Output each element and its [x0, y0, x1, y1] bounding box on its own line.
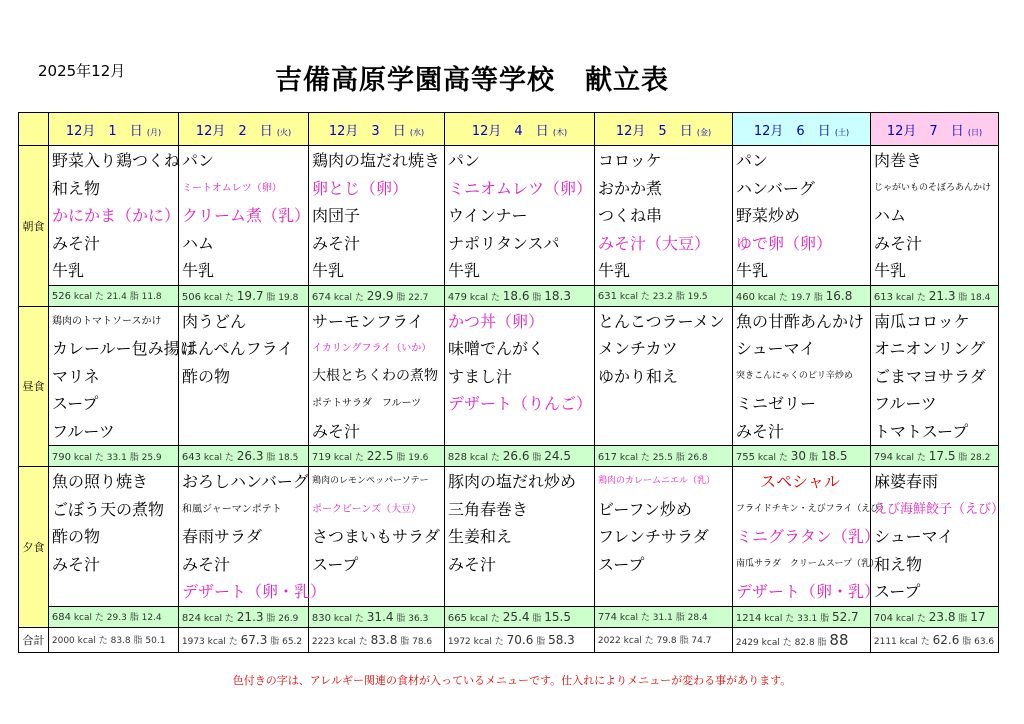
nutrition-cell: 665 kcal た 25.4 脂 15.5: [445, 606, 595, 627]
menu-item: 牛乳: [312, 261, 345, 280]
menu-item: 鶏肉のカレームニエル（乳）: [598, 476, 716, 486]
menu-item: 牛乳: [182, 261, 215, 280]
dinner-cell: [733, 467, 889, 607]
menu-item: [52, 578, 178, 606]
nutrition-cell: 1214 kcal た 33.1 脂 52.7: [733, 606, 871, 627]
menu-item: 大根とちくわの煮物: [312, 367, 438, 384]
breakfast-label: 朝食: [19, 146, 49, 307]
lunch-cell: [871, 306, 999, 446]
menu-item: スペシャル: [760, 472, 840, 491]
menu-item: ハム: [874, 206, 907, 225]
nutrition-cell: 755 kcal た 30 脂 18.5: [733, 446, 871, 467]
menu-item: はんぺんフライ: [182, 339, 294, 358]
menu-item: 和え物: [52, 178, 101, 198]
menu-item: 肉団子: [312, 206, 361, 225]
menu-item: スープ: [312, 554, 359, 574]
menu-item: 野菜炒め: [736, 206, 801, 225]
breakfast-row: [19, 146, 999, 286]
total-cell: 2022 kcal た 79.8 脂 74.7: [595, 627, 733, 652]
menu-item: デザート（卵・乳）: [736, 582, 881, 601]
total-cell: 2223 kcal た 83.8 脂 78.6: [309, 627, 445, 652]
nutrition-cell: 719 kcal た 22.5 脂 19.6: [309, 446, 445, 467]
menu-item: 牛乳: [52, 261, 85, 280]
menu-item: ゆで卵（卵）: [736, 233, 833, 253]
menu-item: 肉巻き: [874, 151, 923, 170]
menu-item: 鶏肉のトマトソースかけ: [52, 315, 162, 327]
nutrition-cell: 704 kcal た 23.8 脂 17: [871, 606, 999, 627]
menu-item: えび海鮮餃子（えび）: [874, 501, 1005, 517]
menu-item: マリネ: [52, 366, 100, 386]
menu-item: 牛乳: [874, 261, 907, 280]
menu-item: パン: [182, 151, 215, 170]
menu-item: 南瓜サラダ クリームスープ（乳）: [736, 558, 880, 569]
breakfast-cell: [871, 146, 999, 286]
lunch-nutrition-row: [19, 446, 999, 467]
breakfast-cell: [595, 146, 733, 286]
menu-item: 牛乳: [736, 261, 769, 280]
menu-item: ビーフン炒め: [598, 499, 692, 519]
menu-item: ミニオムレツ（卵）: [448, 178, 593, 198]
dinner-cell: [871, 467, 1005, 607]
menu-item: みそ汁: [874, 233, 923, 253]
nutrition-cell: 506 kcal た 19.7 脂 19.8: [179, 285, 309, 306]
menu-item: 突きこんにゃくのピリ辛炒め: [736, 370, 853, 381]
menu-item: みそ汁: [52, 233, 101, 253]
menu-item: ポークビーンズ（大豆）: [312, 503, 422, 515]
menu-item: スープ: [52, 394, 99, 413]
nutrition-cell: 684 kcal た 29.3 脂 12.4: [49, 606, 179, 627]
menu-item: カレールー包み揚げ: [52, 339, 196, 358]
allergy-footnote: 色付きの字は、アレルギー関連の食材が入っているメニューです。仕入れによりメニューが変わる事があります。: [232, 674, 792, 687]
menu-item: トマトスープ: [874, 421, 969, 441]
menu-item: ごまマヨサラダ: [874, 366, 986, 386]
menu-item: 和風ジャーマンポテト: [182, 503, 282, 515]
menu-item: パン: [736, 151, 769, 170]
menu-item: みそ汁: [52, 554, 101, 574]
menu-item: [598, 578, 732, 606]
month-label: 2025年12月: [38, 62, 126, 80]
lunch-row: [19, 306, 999, 446]
day-header-5: 12月 5 日 (金): [595, 113, 733, 146]
menu-item: 鶏肉のレモンペッパーソテー: [312, 476, 429, 486]
menu-item: 魚の照り焼き: [52, 472, 149, 491]
dinner-cell: [309, 467, 445, 607]
menu-item: ナポリタンスパ: [448, 233, 560, 253]
breakfast-cell: [49, 146, 179, 286]
nutrition-cell: 643 kcal た 26.3 脂 18.5: [179, 446, 309, 467]
menu-item: デザート（りんご）: [448, 394, 593, 413]
menu-item: おろしハンバーグ: [182, 472, 309, 491]
menu-item: ごぼう天の煮物: [52, 499, 165, 519]
menu-item: 野菜入り鶏つくね: [52, 151, 181, 170]
menu-item: デザート（卵・乳）: [182, 582, 327, 601]
lunch-cell: [445, 306, 595, 446]
menu-item: シューマイ: [874, 527, 954, 546]
nutrition-cell: 790 kcal た 33.1 脂 25.9: [49, 446, 179, 467]
menu-item: 和え物: [874, 554, 923, 574]
menu-item: ゆかり和え: [598, 366, 679, 386]
menu-item: すまし汁: [448, 366, 513, 386]
nutrition-cell: 479 kcal た 18.6 脂 18.3: [445, 285, 595, 306]
menu-item: [312, 578, 444, 606]
day-header-7: 12月 7 日 (日): [871, 113, 999, 146]
menu-item: みそ汁: [736, 421, 785, 441]
breakfast-cell: [309, 146, 445, 286]
menu-item: [182, 418, 308, 446]
menu-item: ハム: [182, 233, 215, 253]
day-header-4: 12月 4 日 (木): [445, 113, 595, 146]
menu-item: クリーム煮（乳）: [182, 206, 311, 225]
total-label: 合計: [19, 627, 49, 652]
menu-item: フルーツ: [52, 421, 115, 441]
menu-item: ウインナー: [448, 206, 528, 225]
date-header-row: [19, 113, 999, 146]
menu-item: 酢の物: [52, 527, 101, 546]
menu-item: みそ汁: [448, 554, 497, 574]
lunch-cell: [49, 306, 196, 446]
menu-item: 牛乳: [598, 261, 631, 280]
menu-item: フルーツ: [874, 394, 937, 413]
menu-item: 卵とじ（卵）: [312, 178, 409, 198]
dinner-cell: [49, 467, 179, 607]
lunch-cell: [733, 306, 871, 446]
menu-item: ハンバーグ: [736, 178, 815, 198]
dinner-cell: [179, 467, 327, 607]
menu-item: つくね串: [598, 206, 663, 225]
menu-item: とんこつラーメン: [598, 311, 725, 331]
menu-item: ミートオムレツ（卵）: [182, 182, 282, 194]
menu-item: 春雨サラダ: [182, 527, 262, 546]
lunch-cell: [179, 306, 309, 446]
menu-item: じゃがいものそぼろあんかけ: [874, 182, 992, 193]
breakfast-nutrition-row: [19, 285, 999, 306]
menu-item: [448, 578, 594, 606]
menu-item: ミニグラタン（乳）: [736, 527, 880, 546]
menu-item: 酢の物: [182, 366, 231, 386]
dinner-row: [19, 467, 999, 607]
total-cell: 2111 kcal た 62.6 脂 63.6: [871, 627, 999, 652]
menu-title: 献立表: [585, 65, 669, 96]
menu-item: [598, 418, 732, 446]
dinner-label: 夕食: [19, 467, 49, 628]
menu-item: スープ: [874, 582, 921, 601]
menu-item: 麻婆春雨: [874, 472, 939, 491]
menu-item: 南瓜コロッケ: [874, 311, 970, 331]
menu-item: サーモンフライ: [312, 311, 424, 331]
menu-item: 味噌でんがく: [448, 339, 545, 358]
nutrition-cell: 828 kcal た 26.6 脂 24.5: [445, 446, 595, 467]
total-cell: 2000 kcal た 83.8 脂 50.1: [49, 627, 179, 652]
total-row: [19, 627, 999, 652]
menu-item: みそ汁: [312, 421, 361, 441]
menu-item: 生姜和え: [448, 527, 513, 546]
menu-item: みそ汁: [182, 554, 231, 574]
menu-item: 鶏肉の塩だれ焼き: [312, 151, 441, 170]
menu-item: ミニゼリー: [736, 394, 817, 413]
day-header-1: 12月 1 日 (月): [49, 113, 179, 146]
day-header-3: 12月 3 日 (水): [309, 113, 445, 146]
menu-item: フレンチサラダ: [598, 527, 709, 546]
nutrition-cell: 824 kcal た 21.3 脂 26.9: [179, 606, 309, 627]
nutrition-cell: 774 kcal た 31.1 脂 28.4: [595, 606, 733, 627]
menu-item: イカリングフライ（いか）: [312, 343, 432, 354]
menu-item: かにかま（かに）: [52, 206, 181, 225]
nutrition-cell: 617 kcal た 25.5 脂 26.8: [595, 446, 733, 467]
menu-item: オニオンリング: [874, 339, 986, 358]
menu-item: 牛乳: [448, 261, 481, 280]
menu-item: シューマイ: [736, 339, 816, 358]
menu-table: [18, 112, 1005, 653]
dinner-cell: [595, 467, 733, 607]
nutrition-cell: 460 kcal た 19.7 脂 16.8: [733, 285, 871, 306]
menu-item: [598, 390, 732, 418]
nutrition-cell: 526 kcal た 21.4 脂 11.8: [49, 285, 179, 306]
total-cell: 2429 kcal た 82.8 脂 88: [733, 627, 871, 652]
nutrition-cell: 830 kcal た 31.4 脂 36.3: [309, 606, 445, 627]
menu-item: みそ汁: [312, 233, 361, 253]
breakfast-cell: [733, 146, 871, 286]
menu-item: ポテトサラダ フルーツ: [312, 398, 422, 409]
menu-item: コロッケ: [598, 151, 662, 170]
total-cell: 1972 kcal た 70.6 脂 58.3: [445, 627, 595, 652]
header-corner: [19, 113, 49, 146]
menu-item: 三角春巻き: [448, 499, 529, 519]
menu-item: メンチカツ: [598, 339, 678, 358]
menu-item: さつまいもサラダ: [312, 527, 440, 546]
menu-item: かつ丼（卵）: [448, 311, 545, 331]
day-header-6: 12月 6 日 (土): [733, 113, 871, 146]
menu-item: スープ: [598, 554, 645, 574]
total-cell: 1973 kcal た 67.3 脂 65.2: [179, 627, 309, 652]
school-name: 吉備高原学園高等学校: [275, 65, 555, 96]
breakfast-cell: [179, 146, 309, 286]
lunch-label: 昼食: [19, 306, 49, 467]
lunch-cell: [595, 306, 733, 446]
nutrition-cell: 674 kcal た 29.9 脂 22.7: [309, 285, 445, 306]
dinner-nutrition-row: [19, 606, 999, 627]
dinner-cell: [445, 467, 595, 607]
menu-item: [448, 418, 594, 446]
lunch-cell: [309, 306, 445, 446]
day-header-2: 12月 2 日 (火): [179, 113, 309, 146]
menu-item: 肉うどん: [182, 311, 247, 331]
menu-item: [182, 390, 308, 418]
nutrition-cell: 613 kcal た 21.3 脂 18.4: [871, 285, 999, 306]
breakfast-cell: [445, 146, 595, 286]
nutrition-cell: 794 kcal た 17.5 脂 28.2: [871, 446, 999, 467]
menu-item: おかか煮: [598, 178, 663, 198]
menu-item: パン: [448, 151, 481, 170]
menu-item: みそ汁（大豆）: [598, 233, 711, 253]
menu-item: 豚肉の塩だれ炒め: [448, 472, 577, 491]
menu-item: フライドチキン・えびフライ（えび）: [736, 503, 889, 514]
nutrition-cell: 631 kcal た 23.2 脂 19.5: [595, 285, 733, 306]
menu-item: 魚の甘酢あんかけ: [736, 311, 865, 331]
page-title: [275, 58, 669, 97]
